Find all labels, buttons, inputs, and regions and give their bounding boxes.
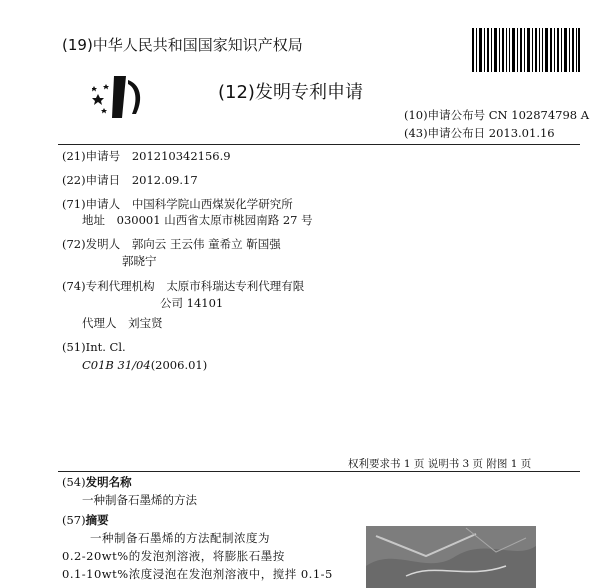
cnipa-logo [92,74,152,120]
abstract-line: 0.1-10wt%浓度浸泡在发泡剂溶液中，搅拌 0.1-5 [62,567,333,581]
inventors: 郭向云 王云伟 童希立 靳国强 [131,237,281,251]
filing-date-row [62,172,198,188]
field-code: (21) [62,149,86,163]
publication-date: (43)申请公布日 2013.01.16 [404,126,555,140]
agency-row [62,278,304,294]
invention-title: 一种制备石墨烯的方法 [82,493,197,507]
agency-continued: 公司 14101 [160,296,224,310]
field-label: 地址 [82,213,105,227]
agent: 刘宝贤 [128,316,163,330]
header-divider [58,144,580,145]
field-code: (71) [62,197,86,211]
agency: 太原市科瑞达专利代理有限 [166,279,305,293]
invention-title-row [62,474,132,490]
field-code: (57) [62,513,86,527]
barcode [472,28,580,72]
micrograph-image [366,526,536,588]
int-cl-row [62,339,126,355]
document-type: (12)发明专利申请 [218,82,363,103]
abstract-line: 一种制备石墨烯的方法配制浓度为 [90,531,270,545]
field-code: (51) [62,340,86,354]
field-code: (22) [62,173,86,187]
page-counts: 权利要求书 1 页 说明书 3 页 附图 1 页 [348,458,532,470]
abstract-heading-row [62,512,109,528]
address: 030001 山西省太原市桃园南路 27 号 [116,213,313,227]
classification-code: C01B 31/04 [82,358,151,372]
field-code: (54) [62,475,86,489]
applicant-row [62,196,293,212]
field-label: 申请日 [85,173,121,187]
inventor-row [62,236,281,252]
int-cl-classification [82,357,207,373]
application-number-row [62,148,231,164]
field-label: 摘要 [85,513,109,527]
field-label: 代理人 [82,316,117,330]
agent-row [82,315,163,331]
address-row [82,212,313,228]
publication-number: (10)申请公布号 CN 102874798 A [404,108,590,122]
field-label: 发明名称 [85,475,132,489]
application-number: 201210342156.9 [131,149,231,163]
office-name: (19)中华人民共和国国家知识产权局 [62,36,303,54]
inventors-continued: 郭晓宁 [122,254,157,268]
filing-date: 2012.09.17 [131,173,198,187]
section-divider [58,471,580,472]
field-label: 申请号 [85,149,121,163]
field-label: 发明人 [85,237,121,251]
field-label: 专利代理机构 [85,279,155,293]
field-label: 申请人 [85,197,121,211]
field-code: (74) [62,279,86,293]
field-code: (72) [62,237,86,251]
classification-version: (2006.01) [150,358,208,372]
abstract-line: 0.2-20wt%的发泡剂溶液，将膨胀石墨按 [62,549,285,563]
applicant: 中国科学院山西煤炭化学研究所 [131,197,293,211]
field-label: Int. Cl. [85,340,126,354]
